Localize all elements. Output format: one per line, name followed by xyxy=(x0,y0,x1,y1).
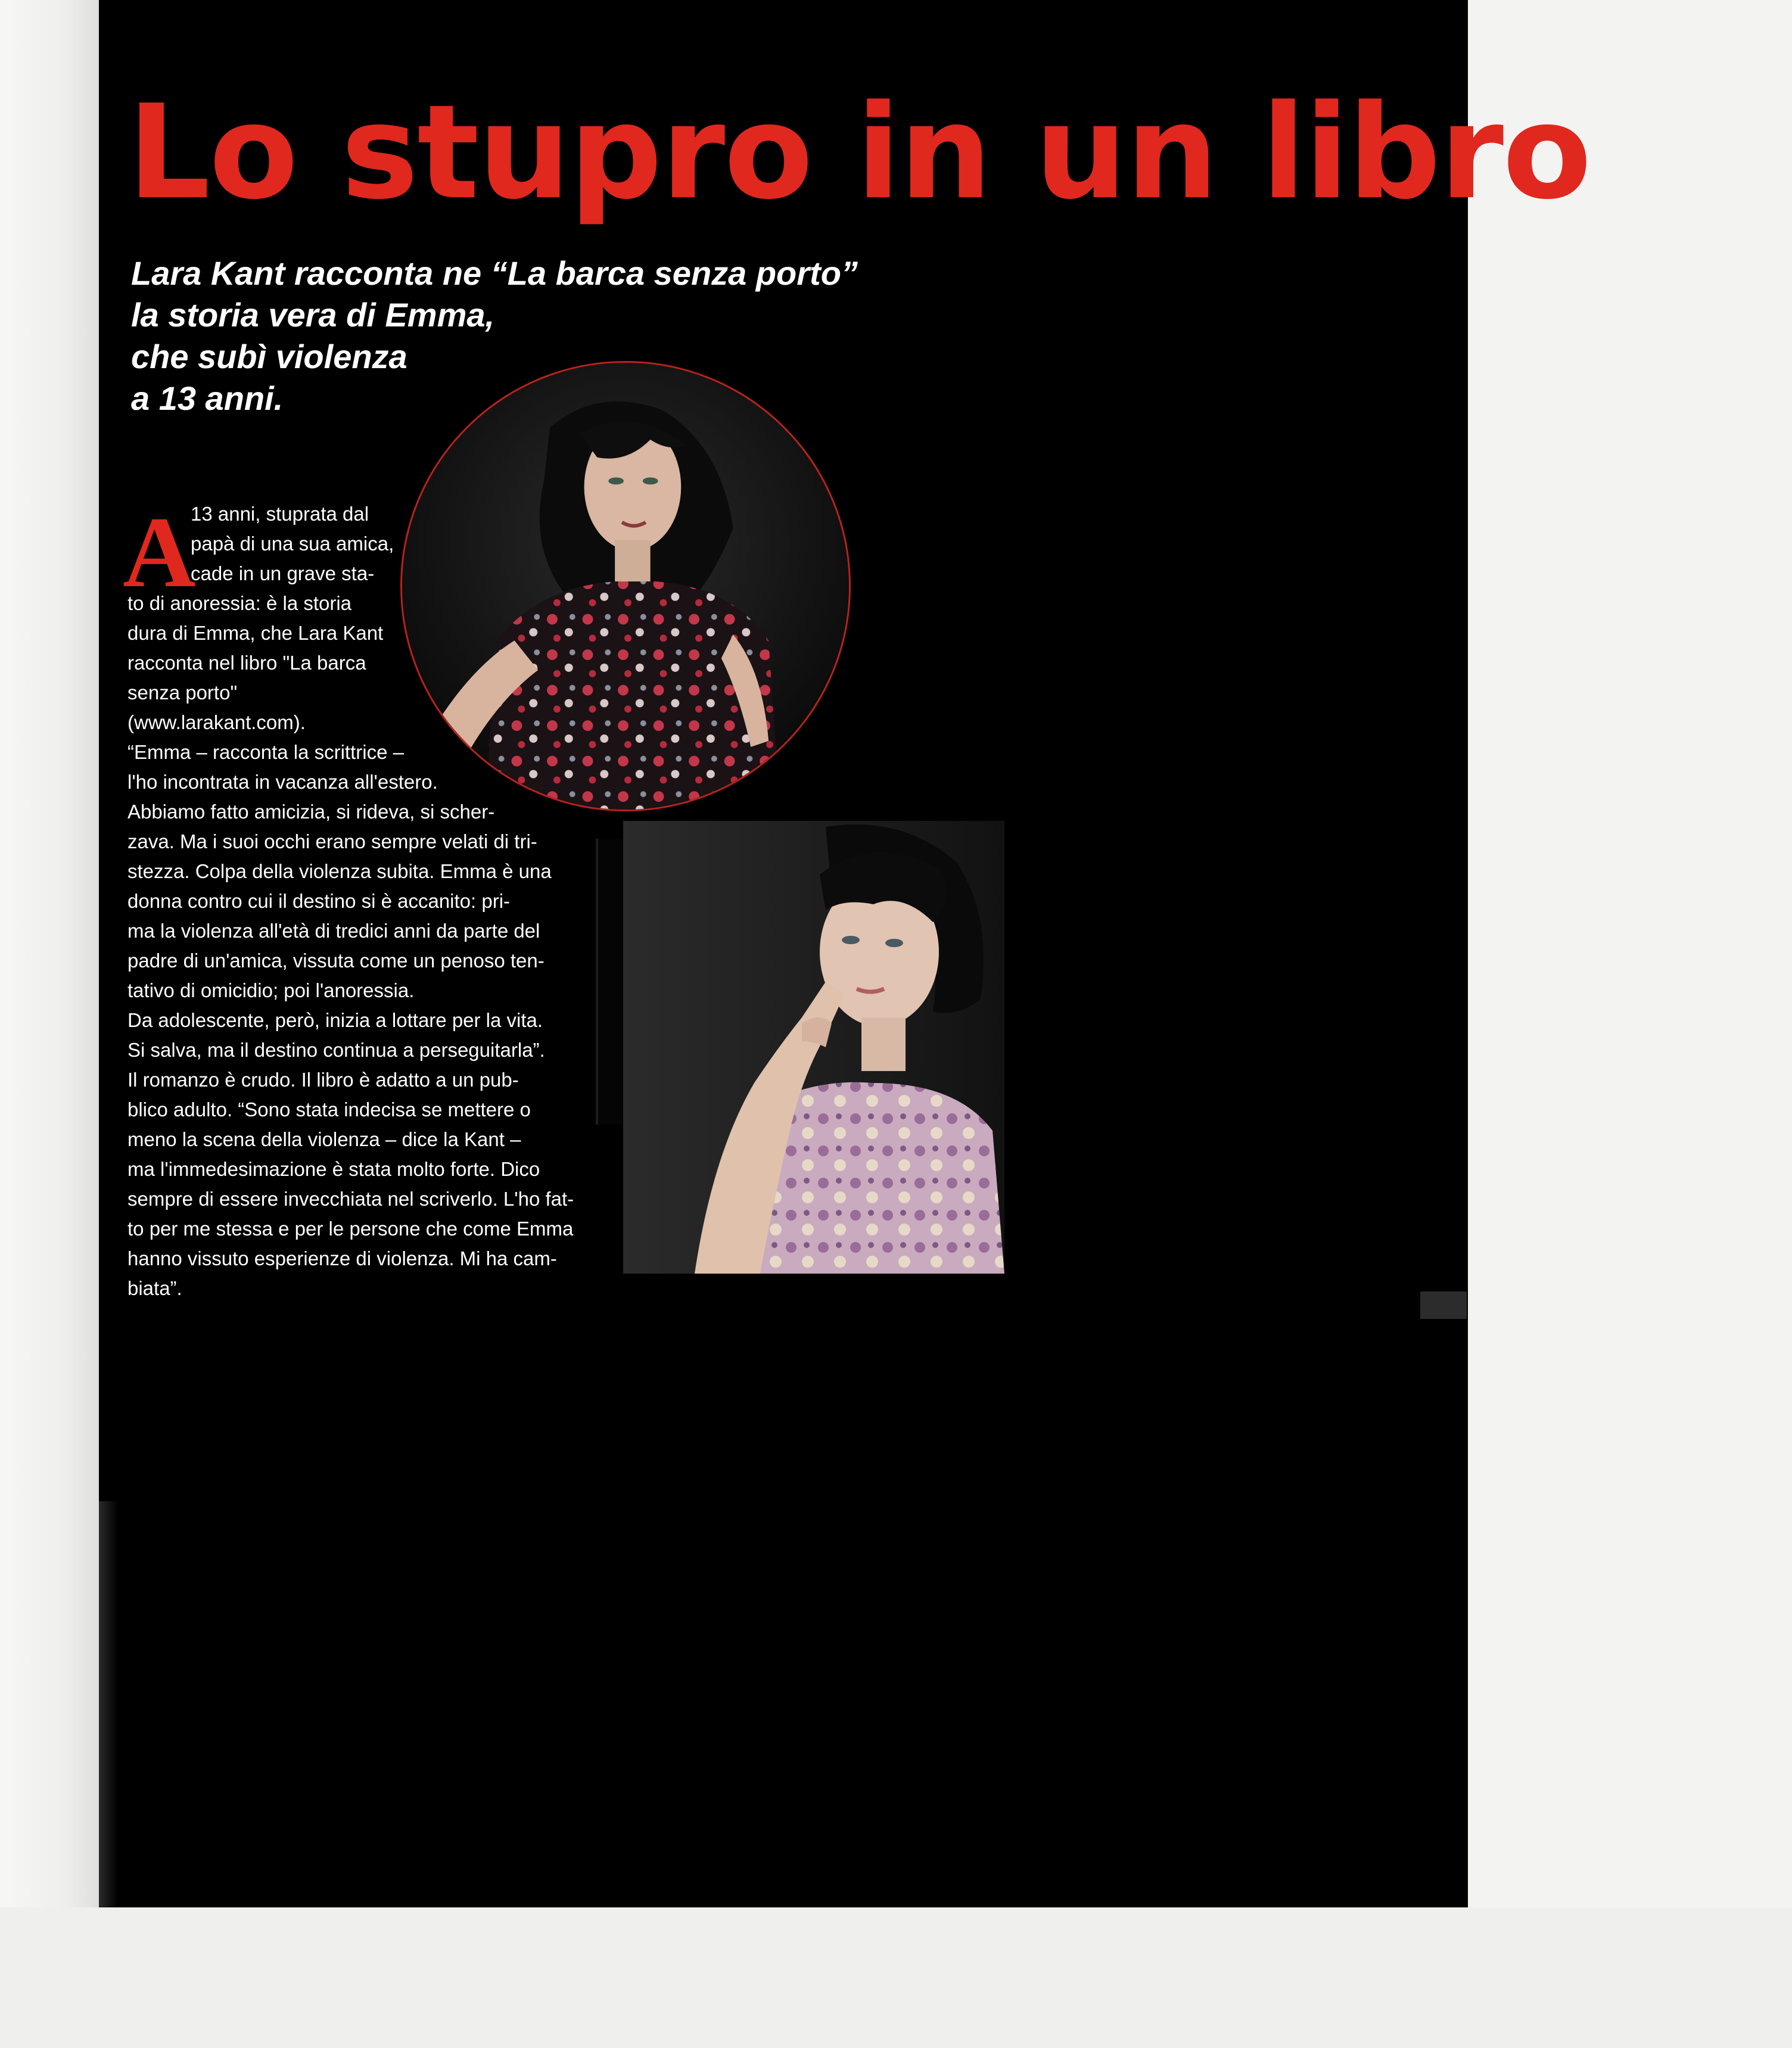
page-fold-edge xyxy=(99,1501,118,1907)
body-line: dura di Emma, che Lara Kant xyxy=(127,622,384,644)
body-line: donna contro cui il destino si è accanito: pri- xyxy=(127,890,511,912)
body-line: 13 anni, stuprata dal xyxy=(191,503,369,525)
body-line: Il romanzo è crudo. Il libro è adatto a un pub- xyxy=(127,1069,519,1091)
body-line: l'ho incontrata in vacanza all'estero. xyxy=(127,771,438,793)
body-line: ma la violenza all'età di tredici anni da parte del xyxy=(127,920,540,942)
body-line: ma l'immedesimazione è stata molto forte. Dico xyxy=(127,1158,540,1180)
body-line: Abbiamo fatto amicizia, si rideva, si scher- xyxy=(127,801,495,823)
body-line: biata”. xyxy=(127,1277,182,1299)
body-line: stezza. Colpa della violenza subita. Emma è una xyxy=(127,860,552,882)
body-line: Da adolescente, però, inizia a lottare per la vita. xyxy=(127,1009,543,1031)
body-line: Si salva, ma il destino continua a perseguitarla”. xyxy=(127,1039,545,1061)
author-portrait-circle xyxy=(400,361,851,811)
body-line: to di anoressia: è la storia xyxy=(127,592,352,614)
body-line: zava. Ma i suoi occhi erano sempre velati di tri- xyxy=(127,830,537,852)
body-line: racconta nel libro "La barca xyxy=(127,652,366,674)
author-portrait-photo xyxy=(623,821,1004,1274)
body-line: to per me stessa e per le persone che come Emma xyxy=(127,1218,574,1240)
subhead-line: la storia vera di Emma, xyxy=(131,296,495,334)
scan-left-margin xyxy=(0,0,110,2048)
body-line: hanno vissuto esperienze di violenza. Mi ha cam- xyxy=(127,1247,557,1269)
body-line: cade in un grave sta- xyxy=(191,562,375,584)
drop-cap: A xyxy=(123,496,196,608)
scan-bottom-margin xyxy=(0,1907,1792,2048)
body-line: blico adulto. “Sono stata indecisa se mettere o xyxy=(127,1098,531,1121)
body-line: “Emma – racconta la scrittrice – xyxy=(127,741,404,763)
print-artifact xyxy=(1420,1291,1467,1319)
portrait-illustration xyxy=(623,821,1004,1274)
body-line: (www.larakant.com). xyxy=(127,711,306,733)
body-line: meno la scena della violenza – dice la Kant – xyxy=(127,1128,521,1150)
subhead-line: Lara Kant racconta ne “La barca senza porto” xyxy=(131,254,858,292)
article-headline: Lo stupro in un libro xyxy=(127,77,1591,228)
portrait-illustration xyxy=(402,363,849,810)
print-artifact xyxy=(596,839,622,1125)
subhead-line: che subì violenza xyxy=(131,338,407,375)
body-line: tativo di omicidio; poi l'anoressia. xyxy=(127,979,415,1001)
subhead-line: a 13 anni. xyxy=(131,379,284,417)
body-line: padre di un'amica, vissuta come un penoso ten- xyxy=(127,950,545,972)
body-line: papà di una sua amica, xyxy=(191,533,394,555)
body-line: sempre di essere invecchiata nel scriverlo. L'ho fat- xyxy=(127,1188,574,1210)
body-line: senza porto" xyxy=(127,681,238,704)
